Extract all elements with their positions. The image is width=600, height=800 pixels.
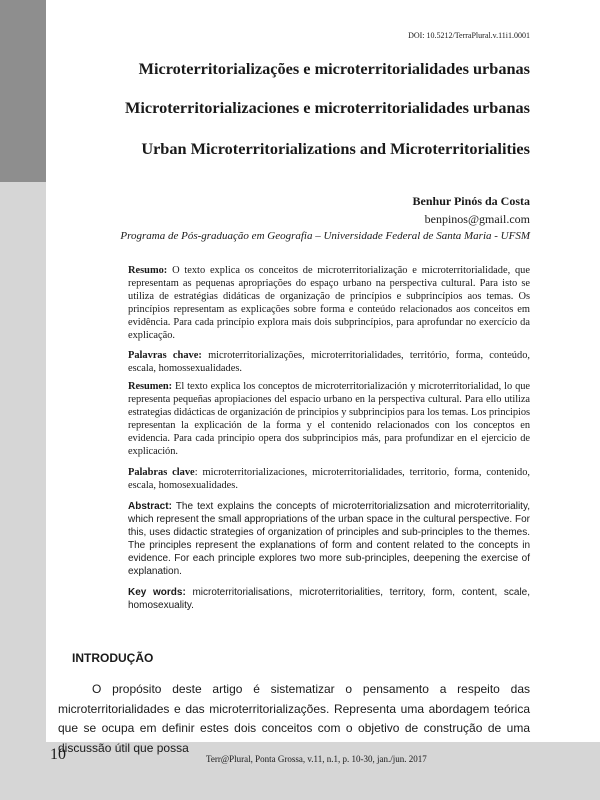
author-affiliation: Programa de Pós-graduação em Geografia – Universidade Federal de Santa Maria - UFSM [120,230,530,242]
abstract-pt-label: Resumo: [128,265,168,276]
abstract-en [128,501,530,578]
abstract-en-label: Abstract: [128,501,172,512]
keywords-pt-text: microterritorializações, microterritorialidades, território, forma, conteúdo, escala, homossexualidades. [128,350,530,374]
author-name: Benhur Pinós da Costa [412,194,530,208]
keywords-pt-label: Palavras chave: [128,350,202,361]
footer-reference: Terr@Plural, Ponta Grossa, v.11, n.1, p. 10-30, jan./jun. 2017 [206,754,427,764]
introduction-text: O propósito deste artigo é sistematizar o pensamento a respeito das microterritorialidades e das microterritorializações. Representa uma abordagem teórica que se ocupa em definir estes dois conceitos com o objetivo de construção de uma discussão útil que possa [58,682,530,755]
sidebar-light [0,182,46,800]
keywords-en-label: Key words: [128,587,186,598]
title-es: Microterritorializaciones e microterritorialidades urbanas [125,98,530,117]
section-heading-introduction: INTRODUÇÃO [72,651,154,665]
title-en: Urban Microterritorializations and Microterritorialities [141,139,530,158]
keywords-es [128,467,530,493]
page-number: 10 [50,746,66,763]
abstract-pt [128,265,530,342]
keywords-pt [128,350,530,376]
keywords-en [128,587,530,613]
abstract-es-label: Resumen: [128,381,173,392]
abstract-pt-text: O texto explica os conceitos de microterritorialização e microterritorialidade, que representam as pequenas apropriações do espaço urbano na perspectiva cultural. Para isto se utiliza de estratégias didáticas de organização de princípios e subprincípios aos temas. Os princípios representam as explicações sobre forma e conteúdo relacionados aos conceitos em evidência. Para cada princípio explora mais dois subprincípios, para aprofundar no exercício da explicação. [128,265,530,341]
abstract-en-text: The text explains the concepts of microterritorializsation and microterritoriality, which represent the small appropriations of the urban space in the cultural perspective. For this, uses didactic strategies of organization of principles and sub-principles to the themes. The principles represent the explanations of form and content related to the concepts in evidence. For each principle explores two more sub-principles, deepening the exercise of explanation. [128,501,530,577]
title-pt: Microterritorializações e microterritorialidades urbanas [138,59,530,78]
keywords-es-label: Palabras clave [128,467,195,478]
abstract-es [128,381,530,458]
keywords-en-text: microterritorialisations, microterritorialities, territory, form, content, scale, homosexuality. [128,587,531,611]
author-email: benpinos@gmail.com [424,212,530,226]
doi: DOI: 10.5212/TerraPlural.v.11i1.0001 [408,31,530,40]
keywords-es-text: : microterritorializaciones, microterritorialidades, territorio, forma, contenido, escala, homosexualidades. [128,467,531,491]
abstract-es-text: El texto explica los conceptos de microterritorialización y microterritorialidad, lo que representa pequeñas apropiaciones del espacio urbano en la perspectiva cultural. Para ello utiliza estrategias didácticas de organización de principios y subprincipios para los temas. Los principios representan la explicación de la forma y el contenido relacionados con los conceptos en evidencia. Para cada principio opera dos subprincipios más, para profundizar en el ejercicio de explicación. [128,381,530,457]
